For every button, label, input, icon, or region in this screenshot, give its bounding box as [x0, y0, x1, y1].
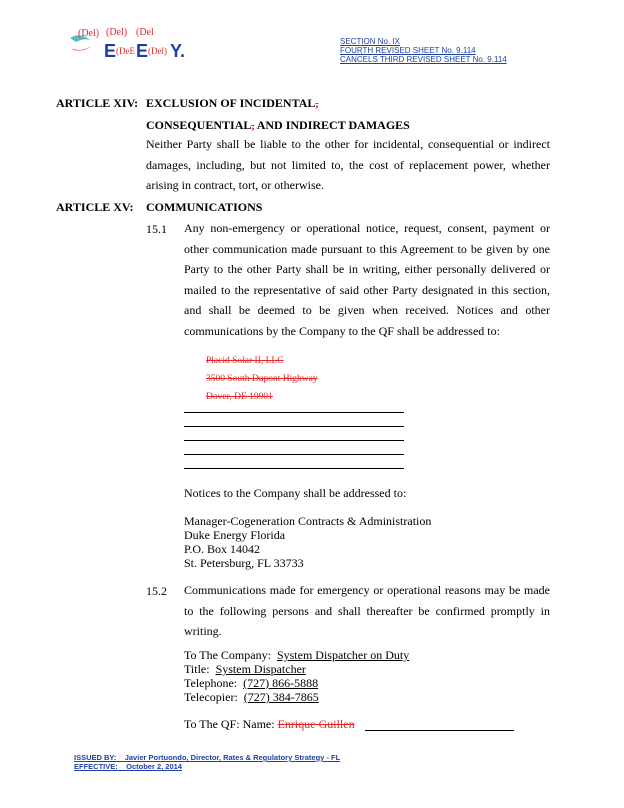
section-number: SECTION No. IX — [340, 37, 401, 46]
company-address — [184, 514, 431, 570]
telecopier-row — [184, 690, 409, 704]
title-value: System Dispatcher — [215, 662, 306, 676]
telephone-row — [184, 676, 409, 690]
notices-to-company: Notices to the Company shall be addressed to: — [184, 486, 407, 500]
to-company-value: System Dispatcher on Duty — [276, 648, 410, 662]
article-15-title: COMMUNICATIONS — [146, 200, 263, 214]
telecopier-label: Telecopier: — [184, 690, 238, 704]
logo-del-mark-1: (Del) — [78, 28, 100, 39]
section-15-2-text: Communications made for emergency or operational reasons may be made to the following persons and shall thereafter be confirmed promptly in writing. — [184, 583, 550, 638]
deleted-qf-address — [206, 352, 318, 406]
article-14-title-line-2 — [146, 118, 410, 133]
logo-del-mark-3: (Del — [136, 27, 154, 38]
deleted-comma-2: , — [251, 118, 255, 132]
logo-del-mark-2: (Del) — [106, 27, 128, 38]
footer — [74, 753, 340, 771]
article-14-body: Neither Party shall be liable to the other for incidental, consequential or indirect damages, including, but not limited to, the cost of replacement power, whether arising in contract, tort, or otherwise. — [146, 137, 550, 192]
company-address-line: Manager-Cogeneration Contracts & Administration — [184, 514, 432, 528]
telephone-label: Telephone: — [184, 676, 238, 690]
qf-name-blank-line — [365, 730, 514, 731]
article-14-title-line-1 — [146, 96, 318, 111]
logo-brand-e: E — [104, 41, 117, 61]
blank-line — [184, 440, 404, 441]
issued-by-value: Javier Portuondo, Director, Rates & Regulatory Strategy - FL — [124, 753, 341, 762]
section-15-2-number: 15.2 — [146, 584, 167, 598]
effective-label: EFFECTIVE: — [74, 762, 118, 771]
article-14-title-text-2b: AND INDIRECT DAMAGES — [254, 118, 410, 132]
logo-del-inner-2: (Del) — [148, 46, 167, 56]
deleted-address-line: Dover, DE 19901 — [206, 392, 273, 402]
section-15-1-text: Any non-emergency or operational notice, request, consent, payment or other communication made pursuant to this Agreement to be given by one Party to the other Party shall be in writing, either personally delivered or mailed to the representative of said other Party designated in this section, and shall be deemed to be given when received. Notices and other communications by the Company to the QF shall be addressed to: — [184, 221, 550, 338]
article-14-title-text-2a: CONSEQUENTIAL — [146, 118, 252, 132]
deleted-address-line: Placid Solar II, LLC — [206, 356, 284, 366]
sheet-header — [340, 37, 507, 64]
logo-brand-end: Y. — [170, 41, 186, 61]
deleted-comma: , — [315, 96, 319, 110]
blank-line — [184, 454, 404, 455]
title-label: Title: — [184, 662, 210, 676]
company-address-line: P.O. Box 14042 — [184, 542, 261, 556]
title-row — [184, 662, 409, 676]
effective-row — [74, 762, 340, 771]
deleted-address-line: 3500 South Dupont Highway — [206, 374, 318, 384]
article-15-label: ARTICLE XV: — [56, 200, 134, 214]
article-14-label: ARTICLE XIV: — [56, 96, 139, 110]
logo-del-inner-1: (DeE — [116, 46, 135, 56]
article-14-title-text-1: EXCLUSION OF INCIDENTAL — [146, 96, 316, 110]
effective-value: October 2, 2014 — [126, 762, 182, 771]
issued-by-label: ISSUED BY: — [74, 753, 117, 762]
revised-sheet: FOURTH REVISED SHEET No. 9.114 — [340, 46, 476, 55]
section-15-1-number: 15.1 — [146, 222, 167, 236]
logo-brand-e2: E — [136, 41, 149, 61]
to-qf-row — [184, 717, 355, 732]
company-address-line: Duke Energy Florida — [184, 528, 286, 542]
to-company-row — [184, 648, 409, 662]
cancels-sheet: CANCELS THIRD REVISED SHEET No. 9.114 — [340, 55, 507, 64]
telephone-value: (727) 866-5888 — [243, 676, 319, 690]
blank-line — [184, 426, 404, 427]
emergency-contacts — [184, 648, 409, 704]
issued-by-row — [74, 753, 340, 762]
to-company-label: To The Company: — [184, 648, 271, 662]
to-qf-label: To The QF: Name: — [184, 717, 275, 731]
blank-line — [184, 412, 404, 413]
blank-line — [184, 468, 404, 469]
company-address-line: St. Petersburg, FL 33733 — [184, 556, 304, 570]
company-logo — [64, 28, 184, 68]
deleted-qf-name: Enrique Guillen — [277, 717, 355, 731]
telecopier-value: (727) 384-7865 — [243, 690, 319, 704]
